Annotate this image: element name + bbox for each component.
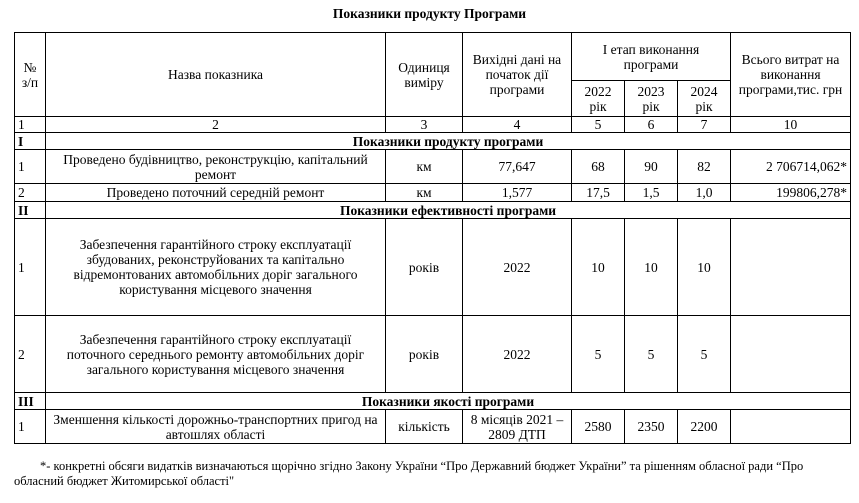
row-total: 199806,278* [731, 184, 851, 202]
header-num: № з/п [15, 33, 46, 117]
row-2024: 82 [678, 150, 731, 184]
row-2023: 1,5 [625, 184, 678, 202]
header-2023: 2023 рік [625, 81, 678, 117]
row-name: Проведено будівництво, реконструкцію, капітальний ремонт [46, 150, 386, 184]
row-num: 2 [15, 184, 46, 202]
colnum-7: 7 [678, 117, 731, 133]
header-initial: Вихідні дані на початок дії програми [463, 33, 572, 117]
section-title: Показники якості програми [46, 393, 851, 410]
page-title: Показники продукту Програми [332, 6, 527, 21]
section-row [15, 393, 851, 410]
row-total [731, 410, 851, 444]
column-numbers-row [15, 117, 851, 133]
section-title: Показники продукту програми [46, 133, 851, 150]
header-2024: 2024 рік [678, 81, 731, 117]
header-row [15, 33, 851, 81]
colnum-6: 6 [625, 117, 678, 133]
header-unit: Одиниця виміру [386, 33, 463, 117]
row-total [731, 219, 851, 316]
section-row [15, 133, 851, 150]
row-unit: км [386, 150, 463, 184]
section-title: Показники ефективності програми [46, 202, 851, 219]
row-2023: 2350 [625, 410, 678, 444]
table-row [15, 316, 851, 393]
indicators-table [14, 32, 851, 444]
colnum-10: 10 [731, 117, 851, 133]
colnum-2: 2 [46, 117, 386, 133]
row-2022: 17,5 [572, 184, 625, 202]
table-row [15, 150, 851, 184]
row-2022: 5 [572, 316, 625, 393]
section-num: І [15, 133, 46, 150]
colnum-5: 5 [572, 117, 625, 133]
row-2022: 68 [572, 150, 625, 184]
section-num: ІІІ [15, 393, 46, 410]
row-name: Забезпечення гарантійного строку експлуатації поточного середнього ремонту автомобільних доріг загального користування місцевого значення [46, 316, 386, 393]
row-name: Проведено поточний середній ремонт [46, 184, 386, 202]
colnum-1: 1 [15, 117, 46, 133]
row-num: 1 [15, 410, 46, 444]
row-total: 2 706714,062* [731, 150, 851, 184]
row-2023: 10 [625, 219, 678, 316]
row-name: Зменшення кількості дорожньо-транспортних пригод на автошлях області [46, 410, 386, 444]
row-2022: 2580 [572, 410, 625, 444]
row-2024: 1,0 [678, 184, 731, 202]
row-initial: 2022 [463, 219, 572, 316]
row-num: 2 [15, 316, 46, 393]
footnote: *- конкретні обсяги видатків визначаються щорічно згідно Закону України “Про Державний бюджет України” та рішенням обласної ради “Про обласний бюджет Житомирської області" [14, 459, 804, 488]
row-2024: 2200 [678, 410, 731, 444]
row-initial: 8 місяців 2021 – 2809 ДТП [463, 410, 572, 444]
section-row [15, 202, 851, 219]
header-name: Назва показника [46, 33, 386, 117]
colnum-3: 3 [386, 117, 463, 133]
header-total: Всього витрат на виконання програми,тис. грн [731, 33, 851, 117]
row-initial: 1,577 [463, 184, 572, 202]
row-2022: 10 [572, 219, 625, 316]
row-unit: років [386, 219, 463, 316]
row-name: Забезпечення гарантійного строку експлуатації збудованих, реконструйованих та капітально відремонтованих автомобільних доріг загального користування місцевого значення [46, 219, 386, 316]
row-initial: 77,647 [463, 150, 572, 184]
table-row [15, 184, 851, 202]
row-2024: 5 [678, 316, 731, 393]
row-total [731, 316, 851, 393]
section-num: ІІ [15, 202, 46, 219]
colnum-4: 4 [463, 117, 572, 133]
row-unit: кількість [386, 410, 463, 444]
row-2024: 10 [678, 219, 731, 316]
row-initial: 2022 [463, 316, 572, 393]
table-row [15, 410, 851, 444]
row-2023: 5 [625, 316, 678, 393]
header-2022: 2022 рік [572, 81, 625, 117]
row-unit: років [386, 316, 463, 393]
row-num: 1 [15, 150, 46, 184]
table-row [15, 219, 851, 316]
row-unit: км [386, 184, 463, 202]
row-num: 1 [15, 219, 46, 316]
header-stage: І етап виконання програми [572, 33, 731, 81]
row-2023: 90 [625, 150, 678, 184]
